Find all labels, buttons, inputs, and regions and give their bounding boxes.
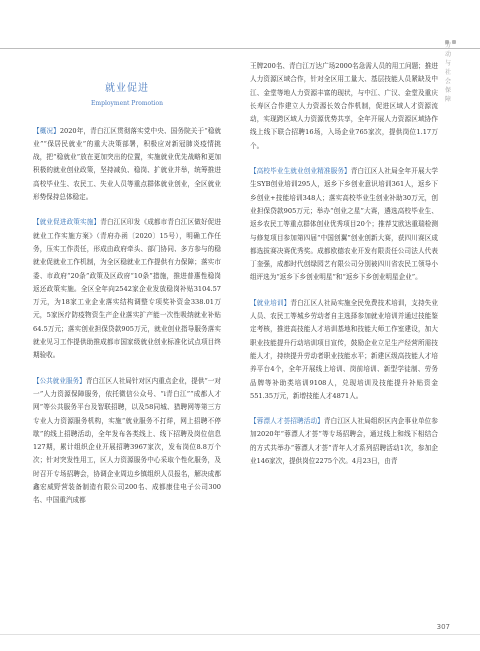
policy-paragraph xyxy=(33,216,221,362)
public-service-paragraph xyxy=(33,375,221,508)
section-tag: 劳动与社会保障 xyxy=(445,41,452,103)
overview-text: 2020年，青白江区贯彻落实党中央、国务院关于“稳就业”“保居民就业”的重大决策部署，积极应对新冠肺炎疫情挑战，把“稳就业”放在更加突出的位置，实施就业优先战略和更加积极的就业创业政策，坚持减负、稳岗、扩就业并举，统筹推进高校毕业生、农民工、失业人员等重点群体就业创业，全区就业形势保持总体稳定。 xyxy=(33,126,222,202)
public-service-text: 青白江区人社局针对区内重点企业，提供“一对一”人力资源保障服务，依托微信公众号、“i青白江”“成都人才网”等公共服务平台及智联招聘，以及58同城、猎聘网等第三方专业人力资源服务机构，实施“就业服务不打烊，网上招聘不停歇”的线上招聘活动，全年发布各类线上、线下招聘及岗位信息127期，累计组织企业开展招聘3967家次，发布岗位8.8万个次；针对突发性用工，区人力资源服务中心采取个性化服务，及时召开专场招聘会，协调企业周边乡镇组织人员报名，解决成都鑫宏威野营装备制造有限公司200名、成都康佳电子公司300名、中国重汽成都 xyxy=(33,376,221,505)
right-column xyxy=(250,60,438,480)
continued-text: 王牌200名、青白江万达广场2000名急需人员的用工问题；推进人力资源区域合作，针对全区用工量大、基层技能人员紧缺及中江、金堂等地人力资源丰富的现状，与中江、广汉、金堂及重庆长寿区合作建立人力资源长效合作机制，促进区域人才资源流动，实现跨区域人力资源优势共享，全年开展人力资源区域协作线上线下联合招聘16场，入场企业765家次，提供岗位1.17万个。 xyxy=(250,62,438,150)
continued-paragraph xyxy=(250,60,438,153)
page-number: 307 xyxy=(436,623,450,631)
graduate-text: 青白江区人社局全年开展大学生SYB创业培训295人，返乡下乡创业意识培训361人，返乡下乡创业+技能培训348人；落实高校毕业生创业补助30万元，创业担保贷款905万元；举办“创业之星”大赛，遴选高校毕业生、返乡农民工等重点群体创业优秀项目20个；推荐艾欧达重瑞检测与修复项目参加第四届“中国创翼”创业创新大赛，获四川赛区成都选拔赛决赛优秀奖。成都欧德农业开发有限责任公司法人代表丁奎强，成都时代创绿园艺有限公司分别被四川省农民工领导小组评选为“返乡下乡创业明星”和“返乡下乡创业明星企业”。 xyxy=(250,167,438,282)
talent-paragraph xyxy=(250,415,438,468)
training-label: 【就业培训】 xyxy=(250,298,291,307)
overview-label: 【概况】 xyxy=(33,126,60,135)
training-text: 青白江区人社局实施全民免费技术培训，支持失业人员、农民工等城乡劳动者自主选择参加就业培训并通过技能鉴定考核，推进高技能人才培训基地和技能大师工作室建设，加大职业技能提升行动培训项目宣传，鼓励企业立足生产经营所需技能人才，持续提升劳动者职业技能水平；新建区级高技能人才培养平台4个，全年开展线上培训、岗前培训、新型学徒制、劳务品牌等补助类培训9108人，兑现培训及技能提升补贴资金551.35万元，新增技能人才4871人。 xyxy=(250,298,438,400)
training-paragraph xyxy=(250,297,438,403)
talent-text: 青白江区人社局组织区内企事业单位参加2020年“蓉漂人才荟”等专场招聘会，通过线上和线下相结合的方式共举办“蓉漂人才荟”青年人才系列招聘活动1次，参加企业146家次，提供岗位2275个次。4月23日，由青 xyxy=(250,417,438,466)
graduate-paragraph xyxy=(250,165,438,285)
header-rule xyxy=(0,48,480,49)
public-service-label: 【公共就业服务】 xyxy=(33,376,86,385)
overview-paragraph xyxy=(33,125,221,205)
running-header xyxy=(442,38,456,103)
footer-rule xyxy=(0,634,480,635)
left-column xyxy=(33,60,221,520)
section-title: 就业促进 xyxy=(105,83,149,94)
policy-text: 青白江区印发《成都市青白江区做好促进就业工作实施方案》（青府办函〔2020〕15号），明确工作任务，压实工作责任，形成由政府牵头、部门协同、多方参与的稳就业促就业工作机制，为全区稳就业工作提供有力保障；落实市委、市政府“20条”政策及区政府“10条”措施，推进普惠性稳岗返还政策实施。全区全年向2542家企业发放稳岗补贴3104.57万元，为18家工业企业落实结构调整专项奖补资金338.01万元，5家医疗防疫物资生产企业落实扩产能一次性吸纳就业补贴64.5万元；落实创业担保贷款905万元，就业创业指导服务落实就业见习工作提供助推成都市国家级就业创业标准化试点项目终期验收。 xyxy=(33,218,221,360)
graduate-label: 【高校毕业生就业创业精准服务】 xyxy=(250,167,351,176)
section-subtitle: Employment Promotion xyxy=(91,100,163,108)
header-marker-icon xyxy=(452,40,456,44)
talent-label: 【蓉漂人才荟招聘活动】 xyxy=(250,417,324,426)
policy-label: 【就业促进政策实施】 xyxy=(33,218,101,227)
